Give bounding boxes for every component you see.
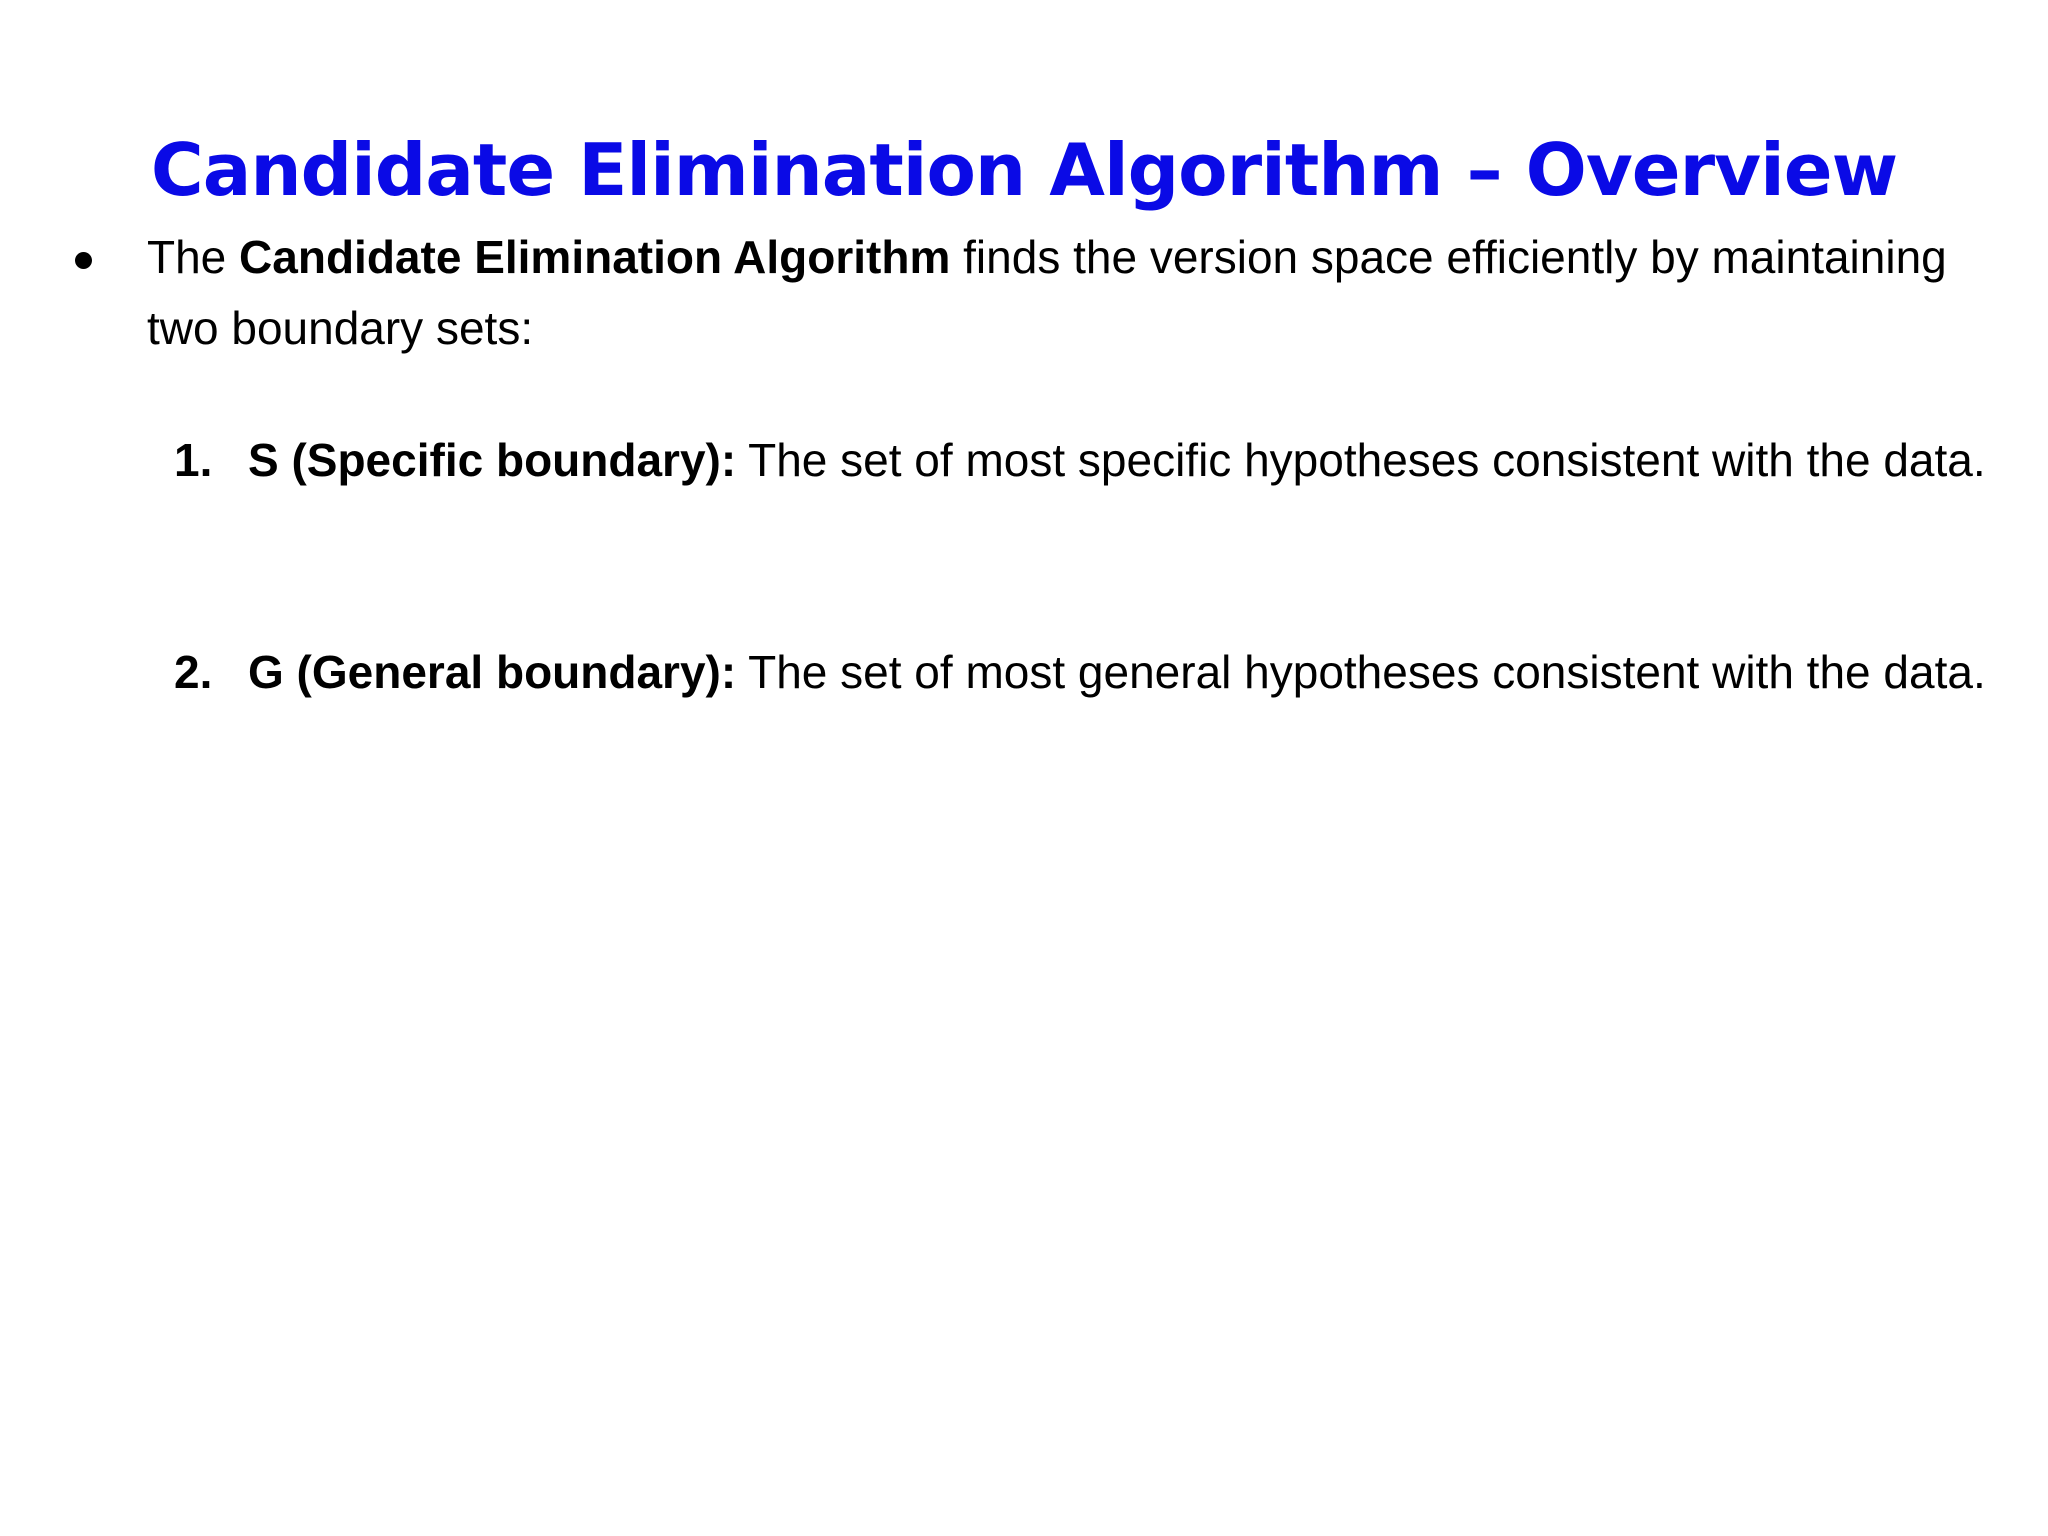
slide-title: Candidate Elimination Algorithm – Overview (150, 128, 1898, 212)
list-item-term: G (General boundary): (248, 646, 737, 698)
list-item-term: S (Specific boundary): (248, 434, 737, 486)
list-item-number: 1. (174, 434, 213, 486)
list-item-text (248, 637, 2008, 708)
list-item-text (248, 425, 2008, 496)
bullet-dot-icon (75, 252, 92, 269)
bullet-bold-term: Candidate Elimination Algorithm (239, 231, 951, 283)
list-item-description: The set of most specific hypotheses consistent with the data. (736, 434, 1986, 486)
list-item-description: The set of most general hypotheses consistent with the data. (736, 646, 1986, 698)
bullet-suffix: finds the version space efficiently by maintaining two boundary sets: (147, 231, 1947, 354)
bullet-prefix: The (147, 231, 240, 283)
list-item-number: 2. (174, 646, 213, 698)
bullet-text (147, 222, 1967, 364)
